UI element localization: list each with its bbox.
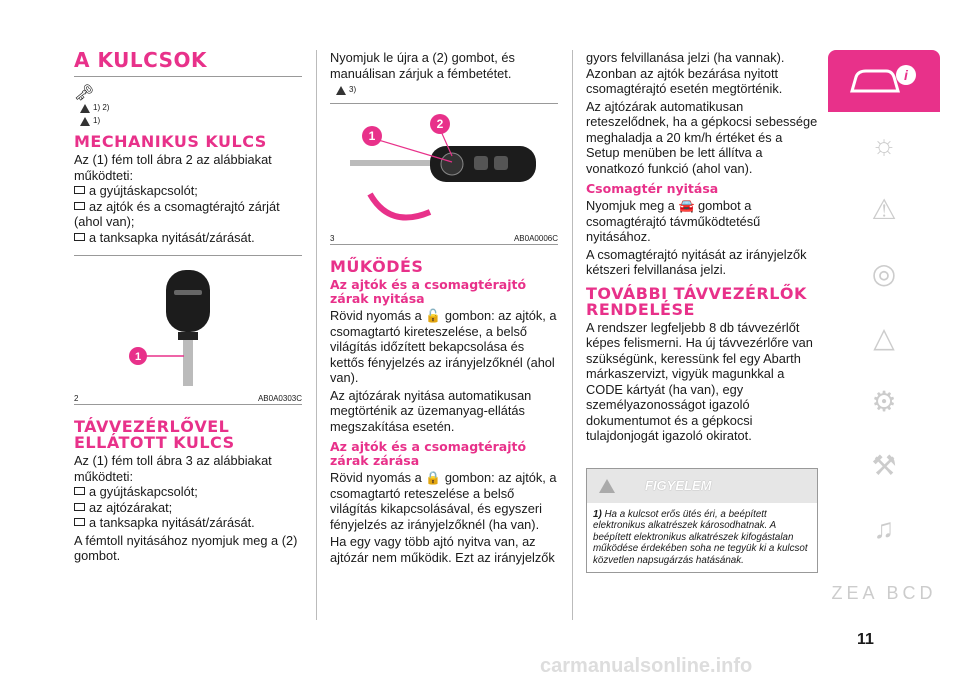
warning-triangle-icon: △ <box>873 321 895 353</box>
fig3-callout-2: 2 <box>436 117 444 131</box>
index-letters-icon: ZEA BCD <box>831 582 937 603</box>
column-divider <box>316 50 317 620</box>
note-title: FIGYELEM <box>645 478 712 493</box>
list-item: a gyújtáskapcsolót; <box>74 183 302 199</box>
paragraph: Az ajtózárak nyitása automatikusan megtörténik az üzemanyag-ellátás megszakítása esetén. <box>330 387 532 434</box>
more-remotes-heading: TOVÁBBI TÁVVEZÉRLŐK <box>586 283 807 303</box>
sidebar-item-emergency[interactable] <box>828 306 940 368</box>
fig2-callout: 1 <box>134 351 142 363</box>
sidebar-item-maintenance[interactable] <box>828 370 940 432</box>
sidebar-item-index[interactable] <box>828 562 940 624</box>
svg-text:i: i <box>904 67 908 83</box>
column-3 <box>586 50 818 573</box>
column-1 <box>74 50 302 564</box>
page-number: 11 <box>857 631 874 648</box>
remote-outro: A fémtoll nyitásához nyomjuk meg a (2) gombot. <box>74 532 298 563</box>
chapter-sidebar <box>828 50 940 626</box>
car-info-icon <box>844 61 924 101</box>
paragraph: Rövid nyomás a 🔓 gombon: az ajtók, a csomagtartó kireteszelése, a belső világítás időzített bekapcsolása és kettős fényjelzés az irányjelzőknél (ahol van). <box>330 308 557 385</box>
list-item: a tanksapka nyitását/zárását. <box>74 515 302 531</box>
warning-ref: 1) <box>80 116 302 126</box>
divider <box>74 76 302 77</box>
sidebar-item-technical[interactable] <box>828 434 940 496</box>
paragraph: A csomagtérajtó nyitását az irányjelzők kétszeri felvillanása jelzi. <box>586 246 807 277</box>
section-title: A KULCSOK <box>74 48 208 72</box>
figure-remote-key <box>330 104 558 232</box>
warning-triangle-icon <box>80 117 90 126</box>
paragraph: Nyomjuk meg a 🚘 gombot a csomagtérajtó távműködtetésű nyitásához. <box>586 198 761 244</box>
mechanical-key-illustration <box>74 256 302 392</box>
maintenance-wrench-icon: ⚙ <box>871 385 897 417</box>
dashboard-lights-icon: ☼ <box>871 129 897 160</box>
technical-data-icon: ⚒ <box>871 449 897 481</box>
note-header <box>587 469 817 503</box>
remote-key-heading: ELLÁTOTT KULCS <box>74 433 235 452</box>
paragraph: Rövid nyomás a 🔒 gombon: az ajtók, a csomagtartó reteszelése a belső világítás kikapcsolásával, és egyszeri fényjelzés az irányjelzőknél (ha van). <box>330 470 557 532</box>
warning-ref: 3) <box>336 85 558 95</box>
warning-note-box <box>586 468 818 574</box>
warning-triangle-icon <box>599 479 615 493</box>
divider <box>74 404 302 405</box>
column-divider <box>572 50 573 620</box>
note-body: 1) Ha a kulcsot erős ütés éri, a beépített elektronikus alkatrészek károsodhatnak. A beépített elektronikus alkatrészek kifogástalan működése érdekében soha ne tegyük ki a kulcsot közvetlen napsugárzás hatásának. <box>593 508 808 566</box>
more-remotes-heading: RENDELÉSE <box>586 299 695 319</box>
warning-triangle-icon <box>336 86 346 95</box>
divider <box>330 244 558 245</box>
paragraph: Az ajtózárak automatikusan reteszelődnek, ha a gépkocsi sebessége meghaladja a 20 km/h értéket és a Setup menüben be lett állítva a vonatkozó funkció (ahol van). <box>586 98 818 176</box>
list-item: a gyújtáskapcsolót; <box>74 484 302 500</box>
remote-key-heading: TÁVVEZÉRLŐVEL <box>74 417 230 436</box>
sidebar-item-dashboard[interactable] <box>828 114 940 176</box>
figure-caption: 3 AB0A0006C <box>330 234 558 243</box>
warning-triangle-icon <box>80 104 90 113</box>
sidebar-item-safety[interactable] <box>828 178 940 240</box>
key-logo-icon: 🗝 <box>74 85 95 102</box>
paragraph: Ha egy vagy több ajtó nyitva van, az ajtózár nem működik. Ezt az irányjelzők <box>330 534 555 565</box>
unlock-icon: 🔓 <box>425 308 442 323</box>
paragraph: gyors felvillanása jelzi (ha vannak). Azonban az ajtók bezárása nyitott csomagtérajtó esetén megtörténik. <box>586 50 785 96</box>
mech-key-heading: MECHANIKUS KULCS <box>74 132 267 151</box>
paragraph: A rendszer legfeljebb 8 db távvezérlőt képes felismerni. Ha új távvezérlőre van szükségünk, keressünk fel egy Abarth márkaszervizt, vigyük magunkkal a CODE kártyát (ha van), egy személyazonosságot igazoló dokumentumot és a gépkocsi tulajdonjogát igazoló okiratot. <box>586 319 813 443</box>
warning-ref: 1) 2) <box>80 103 302 113</box>
mech-intro: Az (1) fém toll ábra 2 az alábbiakat működteti: <box>74 152 272 183</box>
close-heading: Az ajtók és a csomagtérajtó zárak zárása <box>330 439 527 468</box>
figure-caption: 2 AB0A0303C <box>74 394 302 403</box>
sidebar-item-driving[interactable] <box>828 242 940 304</box>
fig3-callout-1: 1 <box>368 129 376 143</box>
list-item: az ajtózárakat; <box>74 500 302 516</box>
lock-icon: 🔒 <box>425 470 442 485</box>
open-heading: Az ajtók és a csomagtérajtó zárak nyitása <box>330 277 527 306</box>
trunk-car-icon: 🚘 <box>678 198 695 213</box>
multimedia-icon: ♫ <box>873 513 895 544</box>
sidebar-item-car-info[interactable] <box>828 50 940 112</box>
column-2 <box>330 50 558 565</box>
list-item: az ajtók és a csomagtérajtó zárját (ahol van); <box>74 198 280 229</box>
figure-mechanical-key <box>74 256 302 392</box>
list-item: a tanksapka nyitását/zárását. <box>74 230 302 246</box>
watermark-footer: carmanualsonline.info <box>540 655 753 677</box>
function-heading: MŰKÖDÉS <box>330 257 424 276</box>
safety-airbag-icon: ⚠ <box>871 193 897 225</box>
remote-intro: Az (1) fém toll ábra 3 az alábbiakat működteti: <box>74 453 272 484</box>
trunk-heading: Csomagtér nyitása <box>586 181 719 196</box>
driving-wheel-icon: ◎ <box>871 257 897 289</box>
remote-key-illustration <box>330 104 558 232</box>
paragraph: Nyomjuk le újra a (2) gombot, és manuálisan zárjuk a fémbetétet. <box>330 50 515 81</box>
sidebar-item-multimedia[interactable] <box>828 498 940 560</box>
